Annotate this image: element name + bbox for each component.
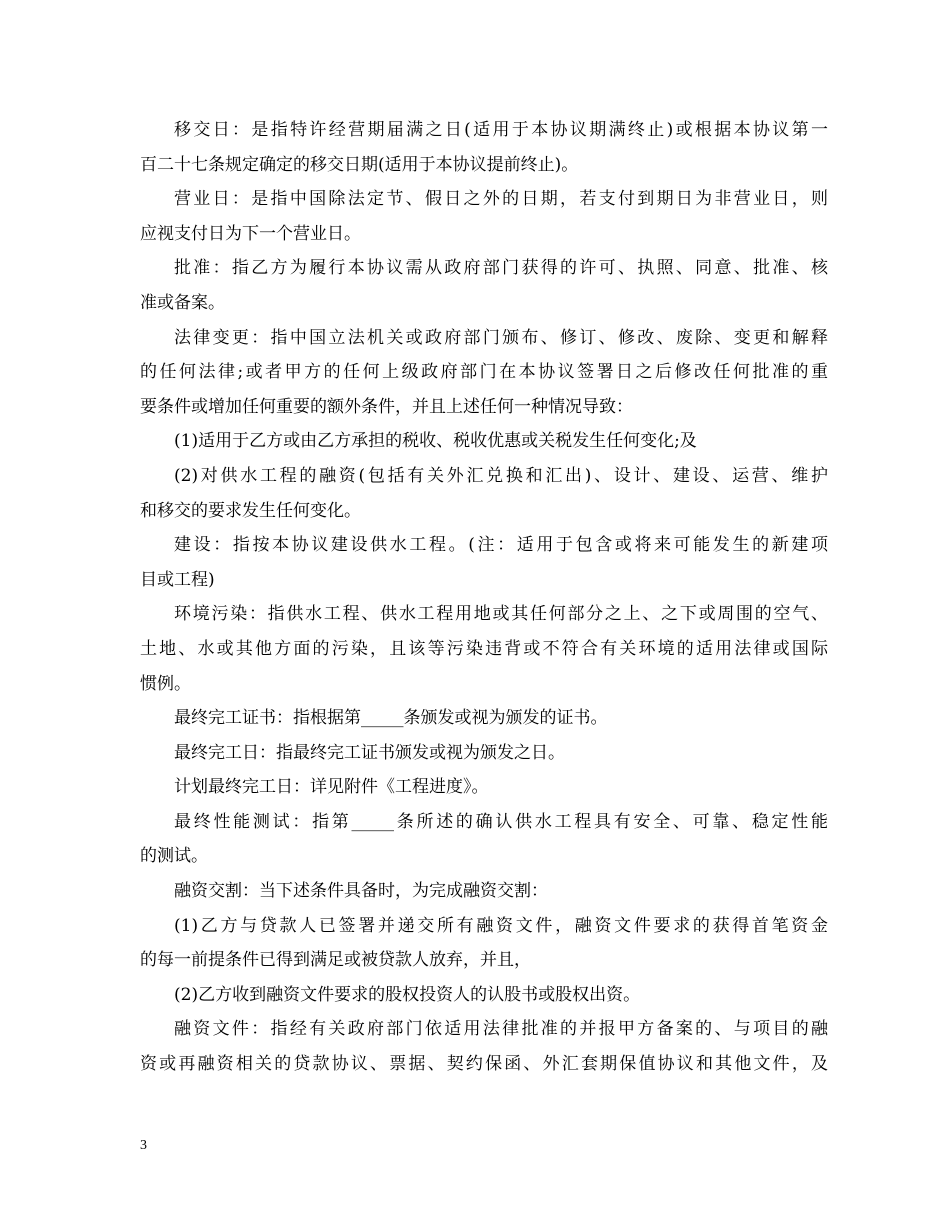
text-line: 最终完工日：指最终完工证书颁发或视为颁发之日。: [174, 742, 565, 763]
text-line: 环境污染：指供水工程、供水工程用地或其任何部分之上、之下或周围的空气、: [174, 604, 828, 625]
text-line: 融资文件：指经有关政府部门依适用法律批准的并报甲方备案的、与项目的融: [174, 1019, 828, 1040]
text-line: (2)乙方收到融资文件要求的股权投资人的认股书或股权出资。: [174, 984, 641, 1005]
text-line: 的任何法律;或者甲方的任何上级政府部门在本协议签署日之后修改任何批准的重: [140, 362, 828, 383]
text-line: (1)乙方与贷款人已签署并递交所有融资文件，融资文件要求的获得首笔资金: [174, 915, 828, 936]
text-line: (2)对供水工程的融资(包括有关外汇兑换和汇出)、设计、建设、运营、维护: [174, 465, 828, 486]
text-line: 计划最终完工日：详见附件《工程进度》。: [174, 777, 489, 798]
text-line: 目或工程): [140, 569, 215, 590]
text-line: 准或备案。: [140, 292, 225, 313]
text-line: 建设：指按本协议建设供水工程。(注：适用于包含或将来可能发生的新建项: [174, 535, 828, 556]
text-line: 法律变更：指中国立法机关或政府部门颁布、修订、修改、废除、变更和解释: [174, 327, 828, 348]
text-line: (1)适用于乙方或由乙方承担的税收、税收优惠或关税发生任何变化;及: [174, 431, 697, 452]
text-line: 百二十七条规定确定的移交日期(适用于本协议提前终止)。: [140, 154, 579, 175]
text-line: 批准：指乙方为履行本协议需从政府部门获得的许可、执照、同意、批准、核: [174, 258, 828, 279]
text-line: 和移交的要求发生任何变化。: [140, 500, 361, 521]
text-line: 最终性能测试：指第_____条所述的确认供水工程具有安全、可靠、稳定性能: [174, 811, 828, 832]
text-line: 资或再融资相关的贷款协议、票据、契约保函、外汇套期保值协议和其他文件，及: [140, 1054, 828, 1075]
text-line: 的每一前提条件已得到满足或被贷款人放弃，并且，: [140, 950, 531, 971]
text-line: 融资交割：当下述条件具备时，为完成融资交割：: [174, 881, 548, 902]
page-number: 3: [140, 1138, 147, 1153]
document-body: [140, 113, 828, 1082]
text-line: 移交日：是指特许经营期届满之日(适用于本协议期满终止)或根据本协议第一: [174, 120, 828, 140]
text-line: 土地、水或其他方面的污染，且该等污染违背或不符合有关环境的适用法律或国际: [140, 638, 828, 659]
text-line: 最终完工证书：指根据第_____条颁发或视为颁发的证书。: [174, 708, 608, 729]
text-line: 应视支付日为下一个营业日。: [140, 223, 361, 244]
text-line: 的测试。: [140, 846, 208, 867]
text-line: 惯例。: [140, 673, 191, 694]
text-line: 要条件或增加任何重要的额外条件，并且上述任何一种情况导致：: [140, 396, 633, 417]
text-line: 营业日：是指中国除法定节、假日之外的日期，若支付到期日为非营业日，则: [174, 189, 828, 210]
